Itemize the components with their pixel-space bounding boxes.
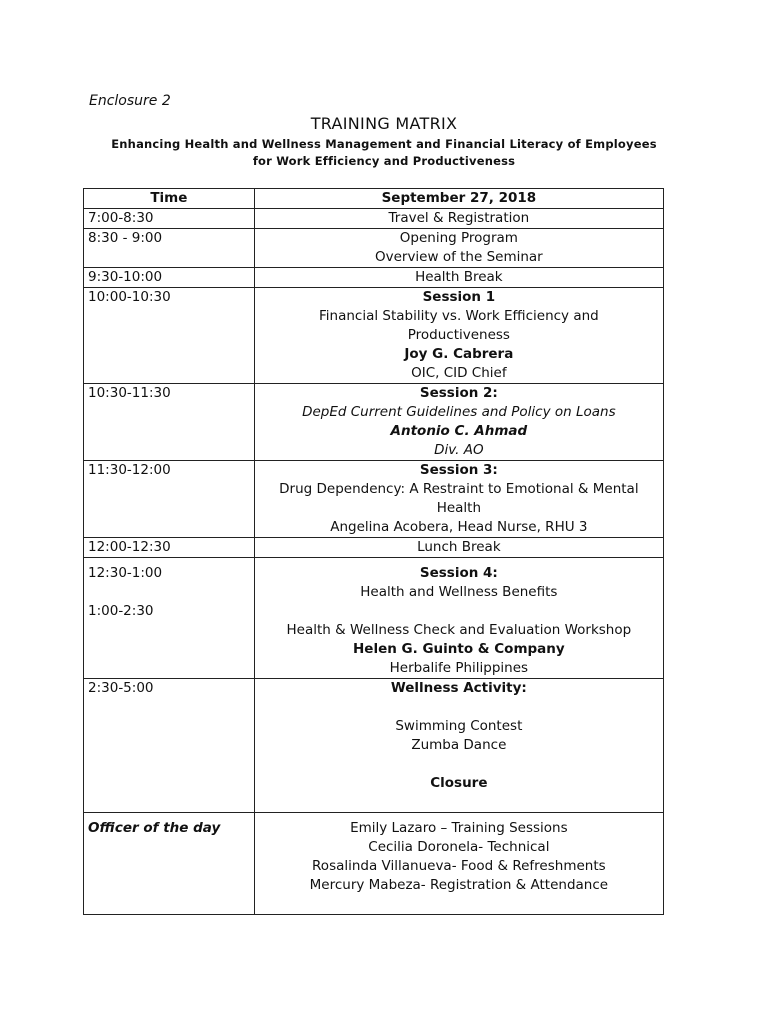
- speaker-name: Angelina Acobera, Head Nurse, RHU 3: [330, 519, 588, 535]
- session-title: Wellness Activity:: [390, 680, 527, 696]
- time-text: 1:00-2:30: [88, 603, 154, 619]
- table-row: [84, 558, 664, 679]
- time-cell: 12:00-12:30: [84, 538, 255, 558]
- activity-text: Lunch Break: [417, 539, 501, 555]
- activity-cell: [254, 558, 663, 679]
- activity-text: Swimming Contest: [395, 718, 523, 734]
- column-header-date: September 27, 2018: [254, 189, 663, 209]
- officer-entry: Cecilia Doronela- Technical: [368, 839, 550, 855]
- time-cell: 9:30-10:00: [84, 268, 255, 288]
- officer-entry: Rosalinda Villanueva- Food & Refreshments: [312, 858, 606, 874]
- speaker-name: Helen G. Guinto & Company: [352, 641, 565, 657]
- training-matrix-table: [83, 188, 664, 915]
- subtitle-line-1: Enhancing Health and Wellness Management and Financial Literacy of Employees: [111, 137, 657, 151]
- activity-text: Opening Program: [399, 230, 518, 246]
- officer-label: Officer of the day: [88, 820, 221, 836]
- time-cell: [84, 558, 255, 679]
- activity-cell: [254, 538, 663, 558]
- session-title: Session 2:: [419, 385, 498, 401]
- activity-text: DepEd Current Guidelines and Policy on Loans: [302, 404, 616, 420]
- spacer: [259, 755, 659, 774]
- enclosure-label: Enclosure 2: [89, 93, 171, 109]
- spacer: [259, 602, 659, 621]
- table-row: [84, 813, 664, 915]
- time-cell: 2:30-5:00: [84, 679, 255, 813]
- officer-entry: Mercury Mabeza- Registration & Attendance: [309, 877, 609, 893]
- table-row: [84, 679, 664, 813]
- table-row: [84, 268, 664, 288]
- table-row: [84, 288, 664, 384]
- activity-cell: [254, 679, 663, 813]
- spacer: [259, 698, 659, 717]
- activity-cell: [254, 209, 663, 229]
- activity-text: Financial Stability vs. Work Efficiency and: [318, 308, 599, 324]
- closure-label: Closure: [430, 775, 488, 791]
- activity-cell: [254, 268, 663, 288]
- activity-text: Productiveness: [407, 327, 510, 343]
- activity-cell: [254, 384, 663, 461]
- activity-text: Travel & Registration: [388, 210, 530, 226]
- officer-label-cell: [84, 813, 255, 915]
- activity-text: Health and Wellness Benefits: [360, 584, 558, 600]
- column-header-time: Time: [84, 189, 255, 209]
- activity-text: Health & Wellness Check and Evaluation Workshop: [286, 622, 632, 638]
- table-row: [84, 229, 664, 268]
- speaker-name: Antonio C. Ahmad: [390, 423, 528, 439]
- activity-text: Overview of the Seminar: [374, 249, 543, 265]
- activity-cell: [254, 461, 663, 538]
- time-cell: 7:00-8:30: [84, 209, 255, 229]
- spacer: [88, 583, 250, 602]
- officer-cell: [254, 813, 663, 915]
- spacer: [259, 793, 659, 812]
- spacer: [259, 895, 659, 914]
- activity-cell: [254, 229, 663, 268]
- speaker-role: Div. AO: [434, 442, 484, 458]
- speaker-role: OIC, CID Chief: [411, 365, 507, 381]
- document-title: TRAINING MATRIX: [310, 114, 458, 133]
- session-title: Session 3:: [419, 462, 498, 478]
- time-cell: 10:00-10:30: [84, 288, 255, 384]
- table-row: [84, 384, 664, 461]
- time-cell: 11:30-12:00: [84, 461, 255, 538]
- document-subtitle: [60, 136, 708, 170]
- time-cell: 8:30 - 9:00: [84, 229, 255, 268]
- time-cell: 10:30-11:30: [84, 384, 255, 461]
- activity-text: Drug Dependency: A Restraint to Emotional & Mental: [279, 481, 639, 497]
- table-row: [84, 538, 664, 558]
- session-title: Session 4:: [419, 565, 498, 581]
- officer-entry: Emily Lazaro – Training Sessions: [350, 820, 568, 836]
- speaker-role: Herbalife Philippines: [389, 660, 529, 676]
- table-header-row: [84, 189, 664, 209]
- table-row: [84, 461, 664, 538]
- table-row: [84, 209, 664, 229]
- activity-text: Health Break: [415, 269, 503, 285]
- activity-cell: [254, 288, 663, 384]
- subtitle-line-2: for Work Efficiency and Productiveness: [252, 154, 516, 168]
- time-text: 12:30-1:00: [88, 565, 163, 581]
- speaker-name: Joy G. Cabrera: [404, 346, 514, 362]
- session-title: Session 1: [422, 289, 496, 305]
- activity-text: Health: [436, 500, 482, 516]
- activity-text: Zumba Dance: [411, 737, 507, 753]
